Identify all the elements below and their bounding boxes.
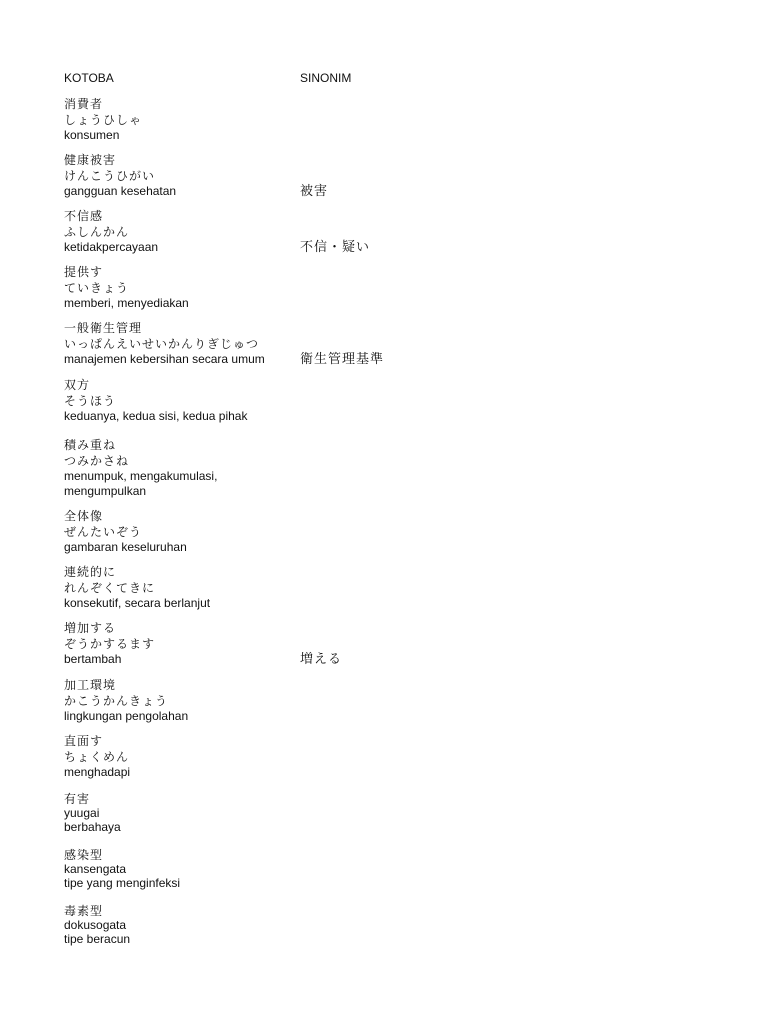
entry-kanji: 加工環境 (64, 678, 117, 692)
entry-kanji: 積み重ね (64, 438, 117, 452)
vocab-entry (64, 565, 544, 615)
entry-reading: れんぞくてきに (64, 581, 156, 595)
entry-reading: ぞうかするます (64, 637, 156, 651)
entry-kanji: 連続的に (64, 565, 117, 579)
entry-meaning: berbahaya (64, 820, 121, 834)
entry-meaning: menghadapi (64, 765, 131, 779)
entry-reading: しょうひしゃ (64, 113, 143, 127)
entry-reading: けんこうひがい (64, 169, 156, 183)
entry-kanji: 提供す (64, 265, 104, 279)
entry-meaning: manajemen kebersihan secara umum (64, 352, 265, 366)
vocab-entry (64, 378, 544, 428)
entry-reading: そうほう (64, 394, 117, 408)
sinonim-header: SINONIM (300, 71, 352, 85)
vocab-entry (64, 153, 544, 203)
entry-kanji: 双方 (64, 378, 91, 392)
entry-kanji: 増加する (64, 621, 117, 635)
entry-kanji: 感染型 (64, 848, 104, 862)
entry-synonym: 増える (300, 651, 343, 666)
entry-meaning: memberi, menyediakan (64, 296, 189, 310)
entry-kanji: 不信感 (64, 209, 104, 223)
vocab-entry (64, 321, 544, 371)
entry-meaning: keduanya, kedua sisi, kedua pihak (64, 409, 248, 423)
entry-kanji: 消費者 (64, 97, 104, 111)
entry-reading: yuugai (64, 806, 100, 820)
entry-reading: ふしんかん (64, 225, 130, 239)
entry-synonym: 被害 (300, 183, 329, 198)
entry-kanji: 一般衛生管理 (64, 321, 143, 335)
entry-reading: かこうかんきょう (64, 694, 169, 708)
entry-kanji: 有害 (64, 792, 91, 806)
entry-meaning: ketidakpercayaan (64, 240, 159, 254)
entry-meaning: gambaran keseluruhan (64, 540, 187, 554)
vocab-entry (64, 438, 544, 502)
entry-meaning: tipe yang menginfeksi (64, 876, 181, 890)
vocab-entry (64, 792, 544, 842)
vocab-entry (64, 678, 544, 728)
entry-kanji: 毒素型 (64, 904, 104, 918)
kotoba-header: KOTOBA (64, 71, 114, 85)
entry-reading: dokusogata (64, 918, 127, 932)
vocab-entry (64, 209, 544, 259)
entry-reading: kansengata (64, 862, 127, 876)
entry-meaning: tipe beracun (64, 932, 131, 946)
entry-kanji: 直面す (64, 734, 104, 748)
entry-synonym: 衛生管理基準 (300, 351, 385, 366)
entry-synonym: 不信・疑い (300, 239, 371, 254)
vocab-entry (64, 734, 544, 784)
vocab-entry (64, 97, 544, 147)
entry-meaning: gangguan kesehatan (64, 184, 177, 198)
vocab-entry (64, 621, 544, 671)
vocab-entry (64, 509, 544, 559)
entry-meaning: menumpuk, mengakumulasi, (64, 469, 218, 483)
entry-meaning: bertambah (64, 652, 122, 666)
entry-reading: いっぱんえいせいかんりぎじゅつ (64, 337, 260, 351)
entry-meaning: konsumen (64, 128, 120, 142)
entry-meaning: lingkungan pengolahan (64, 709, 189, 723)
entry-reading: ちょくめん (64, 750, 130, 764)
entry-reading: ぜんたいぞう (64, 525, 143, 539)
entry-kanji: 健康被害 (64, 153, 117, 167)
vocab-entry (64, 265, 544, 315)
entry-kanji: 全体像 (64, 509, 104, 523)
vocab-entry (64, 848, 544, 898)
entry-reading: つみかさね (64, 454, 130, 468)
entry-meaning: konsekutif, secara berlanjut (64, 596, 211, 610)
vocab-entry (64, 904, 544, 954)
entry-meaning-continued: mengumpulkan (64, 484, 147, 498)
entry-reading: ていきょう (64, 281, 130, 295)
